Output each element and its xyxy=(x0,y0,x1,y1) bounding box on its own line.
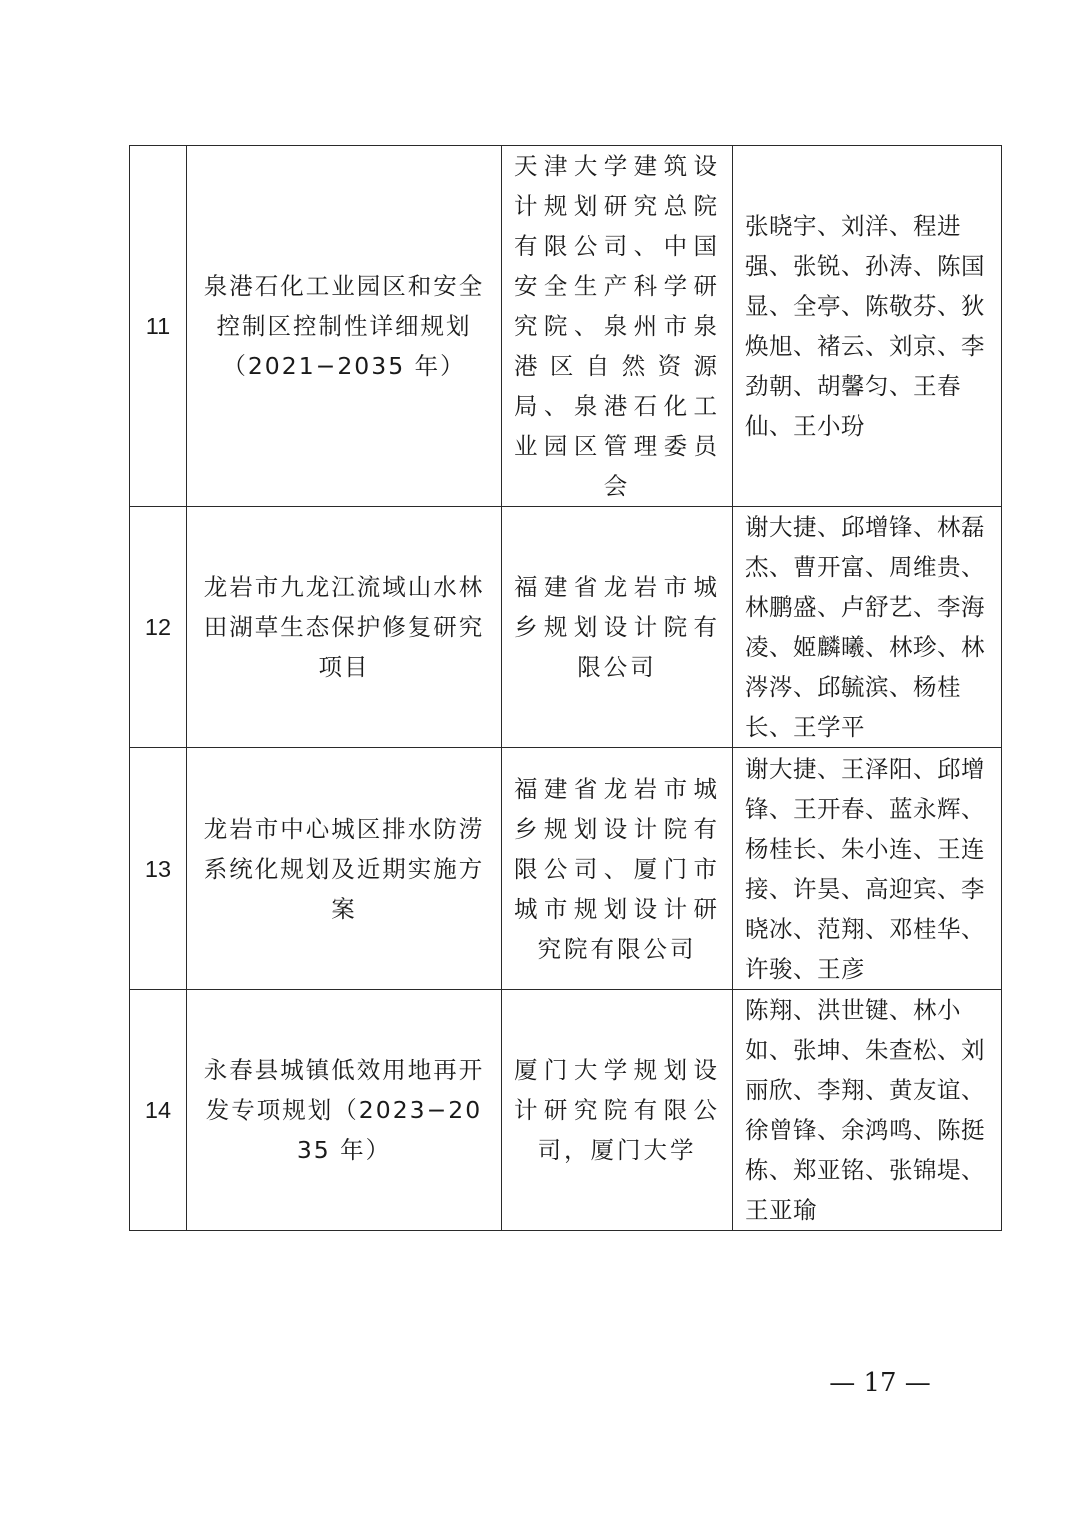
organization: 福建省龙岩市城乡规划设计院有限公司 xyxy=(514,573,720,681)
team-members: 陈翔、洪世键、林小如、张坤、朱查松、刘丽欣、李翔、黄友谊、徐曾锋、余鸿鸣、陈挺栋、郑亚铭、张锦堤、王亚瑜 xyxy=(745,996,985,1224)
organization: 天津大学建筑设计规划研究总院有限公司、中国安全生产科学研究院、泉州市泉港区自然资源局、泉港石化工业园区管理委员会 xyxy=(514,152,720,500)
row-number: 14 xyxy=(130,990,187,1231)
team-members: 谢大捷、邱增锋、林磊杰、曹开富、周维贵、林鹏盛、卢舒艺、李海凌、姬麟曦、林珍、林涔涔、邱毓滨、杨桂长、王学平 xyxy=(745,513,985,741)
project-name: 泉港石化工业园区和安全控制区控制性详细规划（2021−2035 年） xyxy=(203,272,485,380)
row-number: 11 xyxy=(130,146,187,507)
table-row xyxy=(130,146,1002,507)
project-name: 龙岩市九龙江流域山水林田湖草生态保护修复研究项目 xyxy=(203,573,485,681)
table-row xyxy=(130,507,1002,748)
page-number: — 17 — xyxy=(829,1368,931,1398)
award-table xyxy=(129,145,1002,1231)
table-row xyxy=(130,990,1002,1231)
project-name: 龙岩市中心城区排水防涝系统化规划及近期实施方案 xyxy=(203,814,485,923)
team-members: 谢大捷、王泽阳、邱增锋、王开春、蓝永辉、杨桂长、朱小连、王连接、许昊、高迎宾、李晓冰、范翔、邓桂华、许骏、王彦 xyxy=(745,754,985,983)
team-members: 张晓宇、刘洋、程进强、张锐、孙涛、陈国显、全亭、陈敬芬、狄焕旭、褚云、刘京、李劲朝、胡馨匀、王春仙、王小玢 xyxy=(745,212,985,440)
organization: 厦门大学规划设计研究院有限公司，厦门大学 xyxy=(514,1056,720,1164)
organization: 福建省龙岩市城乡规划设计院有限公司、厦门市城市规划设计研究院有限公司 xyxy=(514,774,720,963)
row-number: 12 xyxy=(130,507,187,748)
project-name: 永春县城镇低效用地再开发专项规划（2023−2035 年） xyxy=(203,1056,485,1164)
table-row xyxy=(130,748,1002,990)
row-number: 13 xyxy=(130,748,187,990)
